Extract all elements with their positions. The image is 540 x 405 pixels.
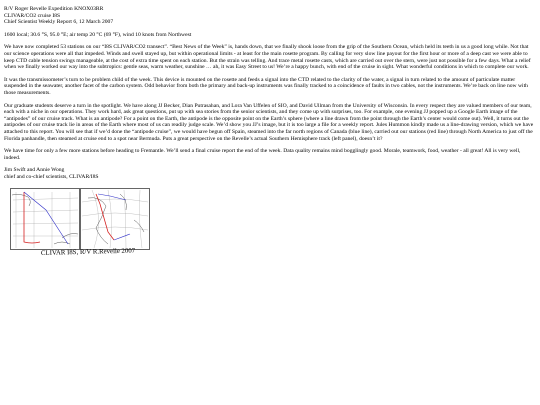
paragraph-progress: We have now completed 53 stations on our “I8S CLIVAR/CO2 transect”. “Best News of the Week” is, hands down, that we finally shook loose from the grip of the Southern Ocean, which held its teeth in us a good long while. Not that our science operations were all that impeded. Winds and swell stayed up, but within operational limits - at least for the main rosette program. By calling for very slow line payout for the first hour or more of a deep cast we were able to keep CTD cable tension swings manageable, at the cost of extra time spent on each station. But the strain was telling. And trace metal rosette casts, which are carried out over the stern, were just not possible for a few days. What a relief when we finally worked our way into the subtropics: gentle seas, warm weather, sunshine … ah, it was Easy Street to us! We’re a happy bunch, with end of the cruise in sight. What wonderful conditions in which to complete our work. bbox=[4, 44, 531, 71]
signature-block bbox=[4, 167, 536, 180]
figure-caption: CLIVAR I8S, R/V R.Revelle 2007 bbox=[40, 248, 136, 258]
signature-names: Jim Swift and Annie Wong bbox=[4, 167, 65, 174]
paragraph-students: Our graduate students deserve a turn in the spotlight. We have along JJ Becker, Dian Putrasahan, and Lora Van Uffelen of SIO, and David Ullman from the University of Wisconsin. In every respect they are valued members of our team, each with a niche in our operations. They work hard, ask great questions, put up with sea stories from the senior scientists, and they come up with surprises, too. For example, one evening JJ popped up a Google Earth image of the “antipodes” of our cruise track. What is an antipode? For a point on the Earth, the antipode is the opposite point on the Earth’s sphere (where a line drawn from the point through the Earth’s center would come out). Well, it turns out the antipodes of our cruise track lie in areas of the Earth where most of us can readily judge scale. We’d show you JJ’s image, but it is too large a file for a weekly report. Jules Hummon kindly made us a line-drawing version, which we have attached to this report. You will see that if we’d done the “antipode cruise”, we would have begun off Spain, steamed into the far north regions of Canada (blue line), carried out our stations (red line) through North America to just off the Florida panhandle, then steamed at cruise end to a spot near Bermuda. Puts a great perspective on the Revelle’s actual Southern Hemisphere track (left panel), doesn’t it? bbox=[4, 102, 534, 142]
cruise-name: CLIVAR/CO2 cruise I8S bbox=[4, 12, 61, 19]
cruise-track-figure bbox=[4, 188, 536, 266]
antipode-track-map bbox=[80, 188, 150, 250]
expedition-title: R/V Roger Revelle Expedition KNOX03RR bbox=[4, 6, 104, 12]
report-title: Chief Scientist Weekly Report 6, 12 March 2007 bbox=[4, 19, 114, 26]
southern-hemisphere-track-map bbox=[10, 188, 80, 250]
paragraph-closing: We have time for only a few more stations before heading to Fremantle. We’ll send a final cruise report the end of the week. Data quality remains mind bogglingly good. Morale, teamwork, food, weather - all great! All is very well, indeed. bbox=[4, 148, 521, 161]
report-header bbox=[4, 6, 536, 26]
position-line: 1600 local; 30.6 °S, 95.0 °E; air temp 20 °C (69 °F), wind 10 knots from Northwest bbox=[4, 31, 192, 38]
signature-title: chief and co-chief scientists, CLIVAR/I8S bbox=[4, 173, 99, 180]
paragraph-transmissometer: It was the transmissometer’s turn to be problem child of the week. This device is mounted on the rosette and feeds a signal into the CTD related to the clarity of the water, a signal in turn related to the amount of particulate matter suspended in the seawater, another facet of the carbon system. Odd behavior from both the primary and back-up instruments was finally tracked to a coincidence of faults in two cables, not the instruments. We’re back on line now with those measurements. bbox=[4, 76, 528, 96]
